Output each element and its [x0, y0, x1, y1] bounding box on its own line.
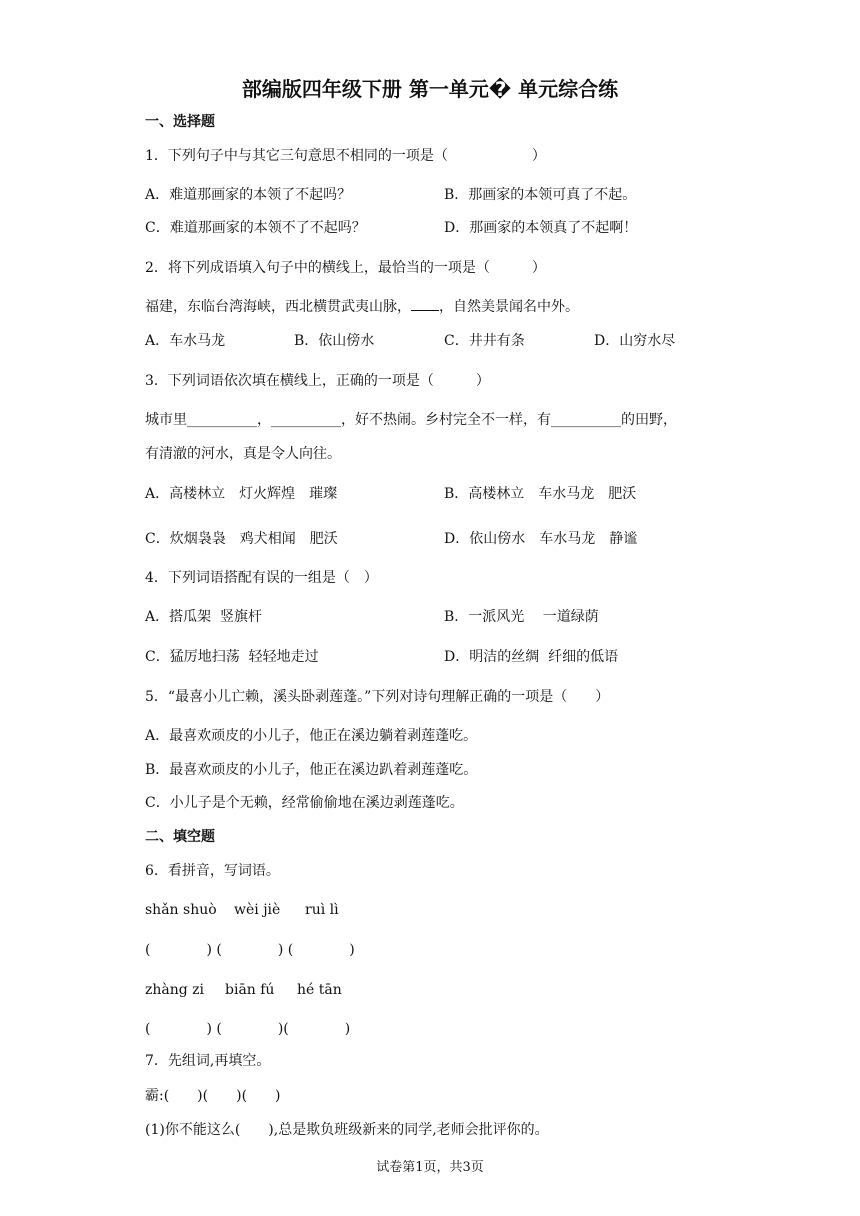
section-heading-choice: 一、选择题 — [145, 114, 215, 130]
question-4-stem: 4．下列词语搭配有误的一组是（ ） — [145, 570, 378, 586]
question-2-option-a: A．车水马龙 — [145, 333, 226, 349]
question-2-option-d: D．山穷水尽 — [594, 333, 676, 349]
question-3-passage-line-1: 城市里__________，__________，好不热闹。乡村完全不一样，有__________的田野， — [145, 412, 677, 428]
answer-blank — [411, 298, 439, 311]
pinyin-item: wèi jiè — [234, 902, 281, 918]
question-3-stem: 3．下列词语依次填在横线上，正确的一项是（ ） — [145, 373, 490, 389]
pinyin-item: zhàng zi — [145, 982, 205, 998]
question-7-item-1: (1)你不能这么( ),总是欺负班级新来的同学,老师会批评你的。 — [145, 1122, 549, 1138]
question-2-sentence-after: ，自然美景闻名中外。 — [439, 299, 579, 315]
question-5-stem: 5．“最喜小儿亡赖，溪头卧剥莲蓬。”下列对诗句理解正确的一项是（ ） — [145, 689, 610, 705]
page-footer: 试卷第1页，共3页 — [376, 1160, 484, 1175]
question-5-option-b: B．最喜欢顽皮的小儿子，他正在溪边趴着剥莲蓬吃。 — [145, 762, 478, 778]
question-7-stem: 7．先组词,再填空。 — [145, 1053, 271, 1069]
answer-boxes-row-1: ( ) ( ) ( ) — [145, 942, 355, 958]
question-2-sentence-before: 福建，东临台湾海峡，西北横贯武夷山脉， — [145, 299, 411, 315]
pinyin-item: shǎn shuò — [145, 902, 217, 918]
question-5-option-a: A．最喜欢顽皮的小儿子，他正在溪边躺着剥莲蓬吃。 — [145, 728, 478, 744]
question-1-option-d: D．那画家的本领真了不起啊！ — [444, 220, 638, 236]
question-3-option-c: C．炊烟袅袅 鸡犬相闻 肥沃 — [145, 531, 338, 547]
pinyin-item: biān fú — [225, 982, 275, 998]
question-3-option-d: D．依山傍水 车水马龙 静谧 — [444, 531, 638, 547]
question-3-passage-line-2: 有清澈的河水，真是令人向往。 — [145, 446, 341, 462]
pinyin-item: hé tān — [297, 982, 342, 998]
question-3-option-a: A．高楼林立 灯火辉煌 璀璨 — [145, 486, 338, 502]
question-1-option-a: A．难道那画家的本领了不起吗？ — [145, 187, 352, 203]
question-4-option-a: A．搭瓜架 竖旗杆 — [145, 609, 263, 625]
question-4-option-c: C．猛厉地扫荡 轻轻地走过 — [145, 649, 319, 665]
question-1-option-c: C．难道那画家的本领不了不起吗？ — [145, 220, 366, 236]
question-7-word: 霸:( )( )( ) — [145, 1088, 281, 1104]
question-2-sentence — [145, 297, 579, 317]
question-2-option-b: B．依山傍水 — [294, 333, 375, 349]
question-1-option-b: B．那画家的本领可真了不起。 — [444, 187, 637, 203]
question-6-stem: 6．看拼音，写词语。 — [145, 863, 280, 879]
question-1-stem: 1．下列句子中与其它三句意思不相同的一项是（ ） — [145, 148, 546, 164]
pinyin-item: ruì lì — [305, 902, 339, 918]
question-4-option-b: B．一派风光 一道绿荫 — [444, 609, 599, 625]
question-2-option-c: C．井井有条 — [444, 333, 525, 349]
question-4-option-d: D．明洁的丝绸 纤细的低语 — [444, 649, 619, 665]
page-title: 部编版四年级下册 第一单元� 单元综合练 — [241, 77, 619, 101]
question-5-option-c: C．小儿子是个无赖，经常偷偷地在溪边剥莲蓬吃。 — [145, 795, 464, 811]
question-3-option-b: B．高楼林立 车水马龙 肥沃 — [444, 486, 637, 502]
question-2-stem: 2．将下列成语填入句子中的横线上，最恰当的一项是（ ） — [145, 260, 546, 276]
answer-boxes-row-2: ( ) ( )( ) — [145, 1021, 351, 1037]
section-heading-fill: 二、填空题 — [145, 829, 215, 845]
